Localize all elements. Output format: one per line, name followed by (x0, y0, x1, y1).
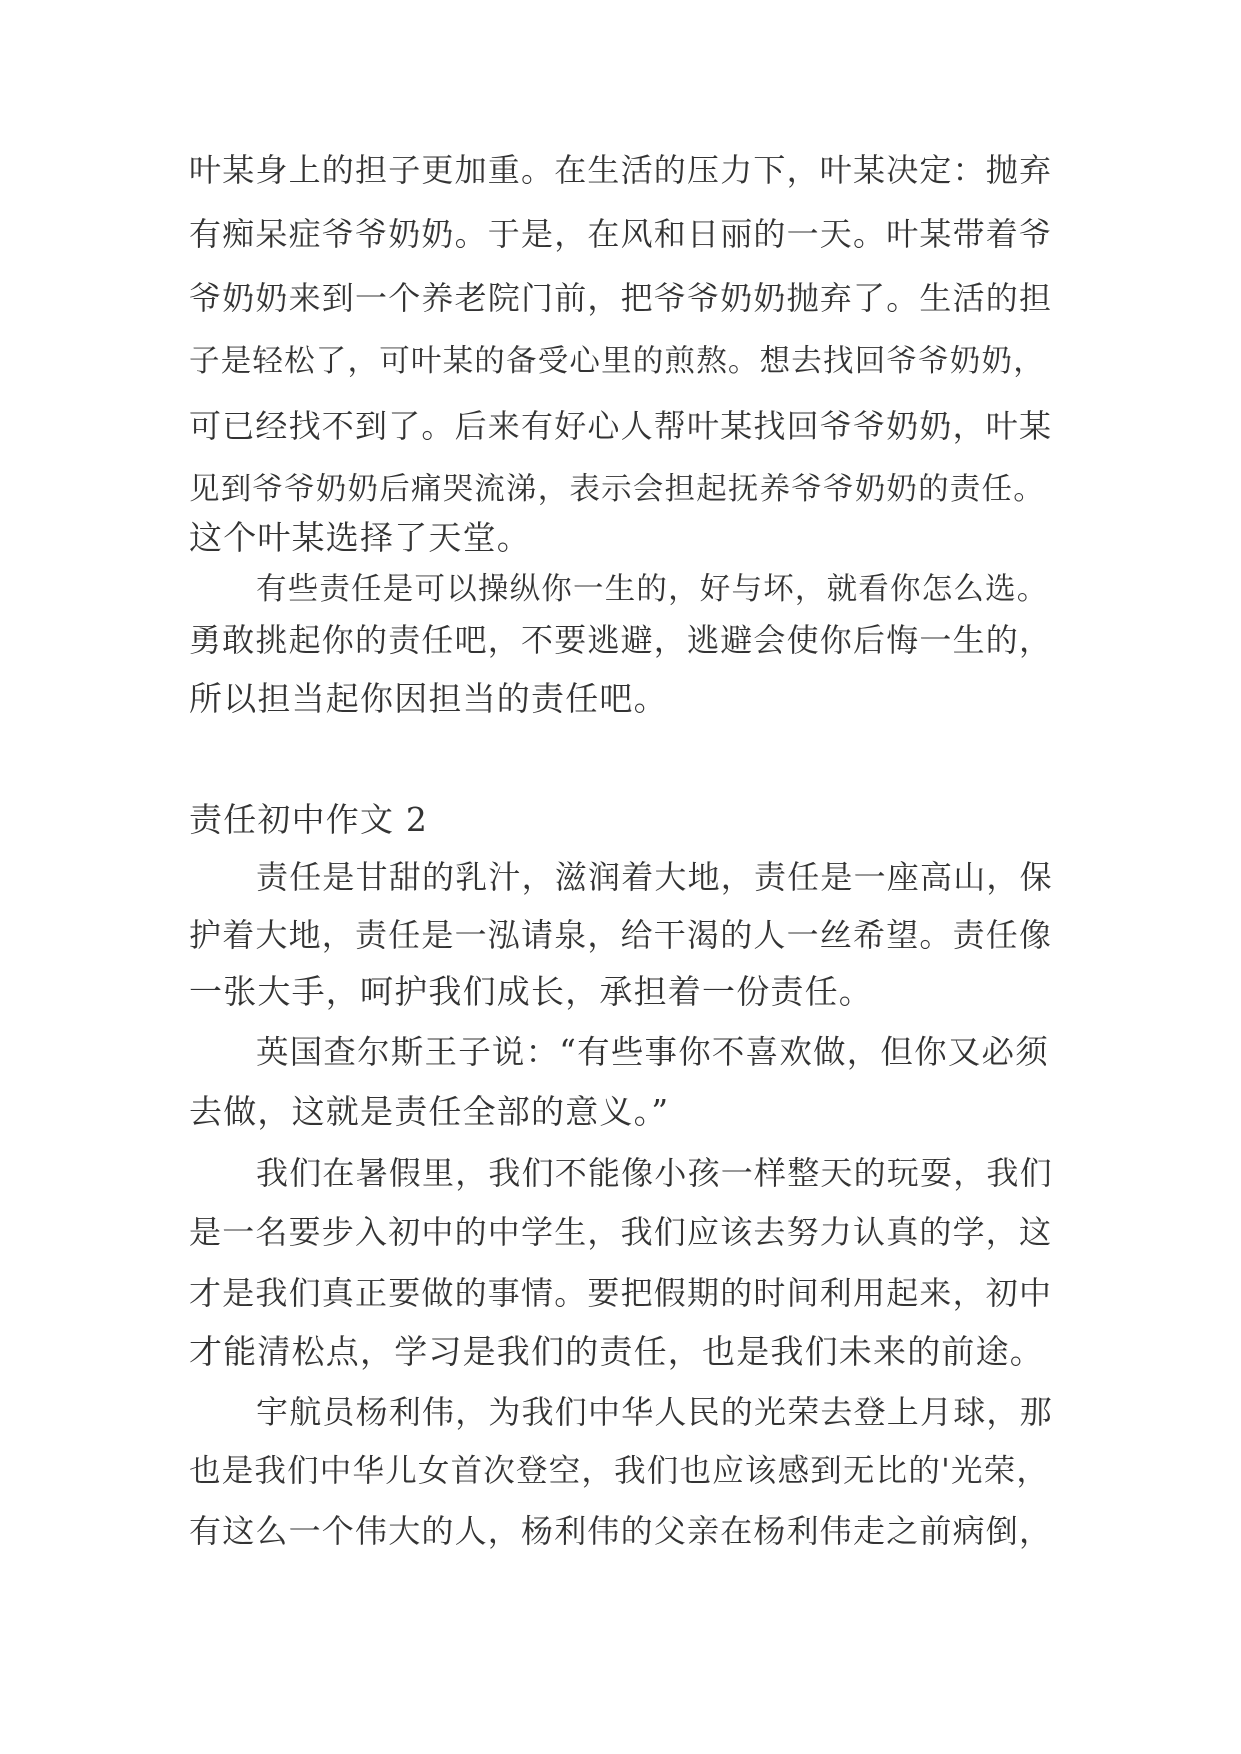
text-line: 也是我们中华儿女首次登空，我们也应该感到无比的'光荣， (189, 1453, 1050, 1489)
text-line: 可已经找不到了。后来有好心人帮叶某找回爷爷奶奶，叶某 (189, 407, 1053, 445)
text-line: 所以担当起你因担当的责任吧。 (189, 679, 668, 718)
text-line: 我们在暑假里，我们不能像小孩一样整天的玩耍，我们 (256, 1154, 1053, 1192)
text-line: 有些责任是可以操纵你一生的，好与坏，就看你怎么选。 (256, 572, 1049, 607)
text-line: 勇敢挑起你的责任吧，不要逃避，逃避会使你后悔一生的， (189, 621, 1053, 659)
text-line: 去做，这就是责任全部的意义。” (189, 1092, 670, 1131)
text-line: 有痴呆症爷爷奶奶。于是，在风和日丽的一天。叶某带着爷 (189, 215, 1053, 253)
text-line: 才是我们真正要做的事情。要把假期的时间利用起来，初中 (189, 1274, 1053, 1312)
text-line: 是一名要步入初中的中学生，我们应该去努力认真的学，这 (189, 1213, 1053, 1251)
text-line: 这个叶某选择了天堂。 (189, 518, 531, 557)
text-line: 见到爷爷奶奶后痛哭流涕，表示会担起抚养爷爷奶奶的责任。 (189, 472, 1045, 507)
text-line: 一张大手，呵护我们成长，承担着一份责任。 (189, 972, 873, 1011)
text-line: 叶某身上的担子更加重。在生活的压力下，叶某决定：抛弃 (189, 151, 1053, 189)
text-line: 责任是甘甜的乳汁，滋润着大地，责任是一座高山，保 (256, 858, 1053, 896)
text-line: 英国查尔斯王子说：“有些事你不喜欢做，但你又必须 (256, 1033, 1049, 1071)
text-line: 子是轻松了，可叶某的备受心里的煎熬。想去找回爷爷奶奶， (189, 344, 1045, 379)
section-heading: 责任初中作文 2 (189, 800, 429, 839)
text-line: 才能清松点，学习是我们的责任，也是我们未来的前途。 (189, 1332, 1044, 1371)
text-line: 护着大地，责任是一泓请泉，给干渴的人一丝希望。责任像 (189, 916, 1053, 954)
text-line: 有这么一个伟大的人，杨利伟的父亲在杨利伟走之前病倒， (189, 1512, 1053, 1550)
text-line: 宇航员杨利伟，为我们中华人民的光荣去登上月球，那 (256, 1393, 1053, 1431)
text-line: 爷奶奶来到一个养老院门前，把爷爷奶奶抛弃了。生活的担 (189, 279, 1053, 317)
